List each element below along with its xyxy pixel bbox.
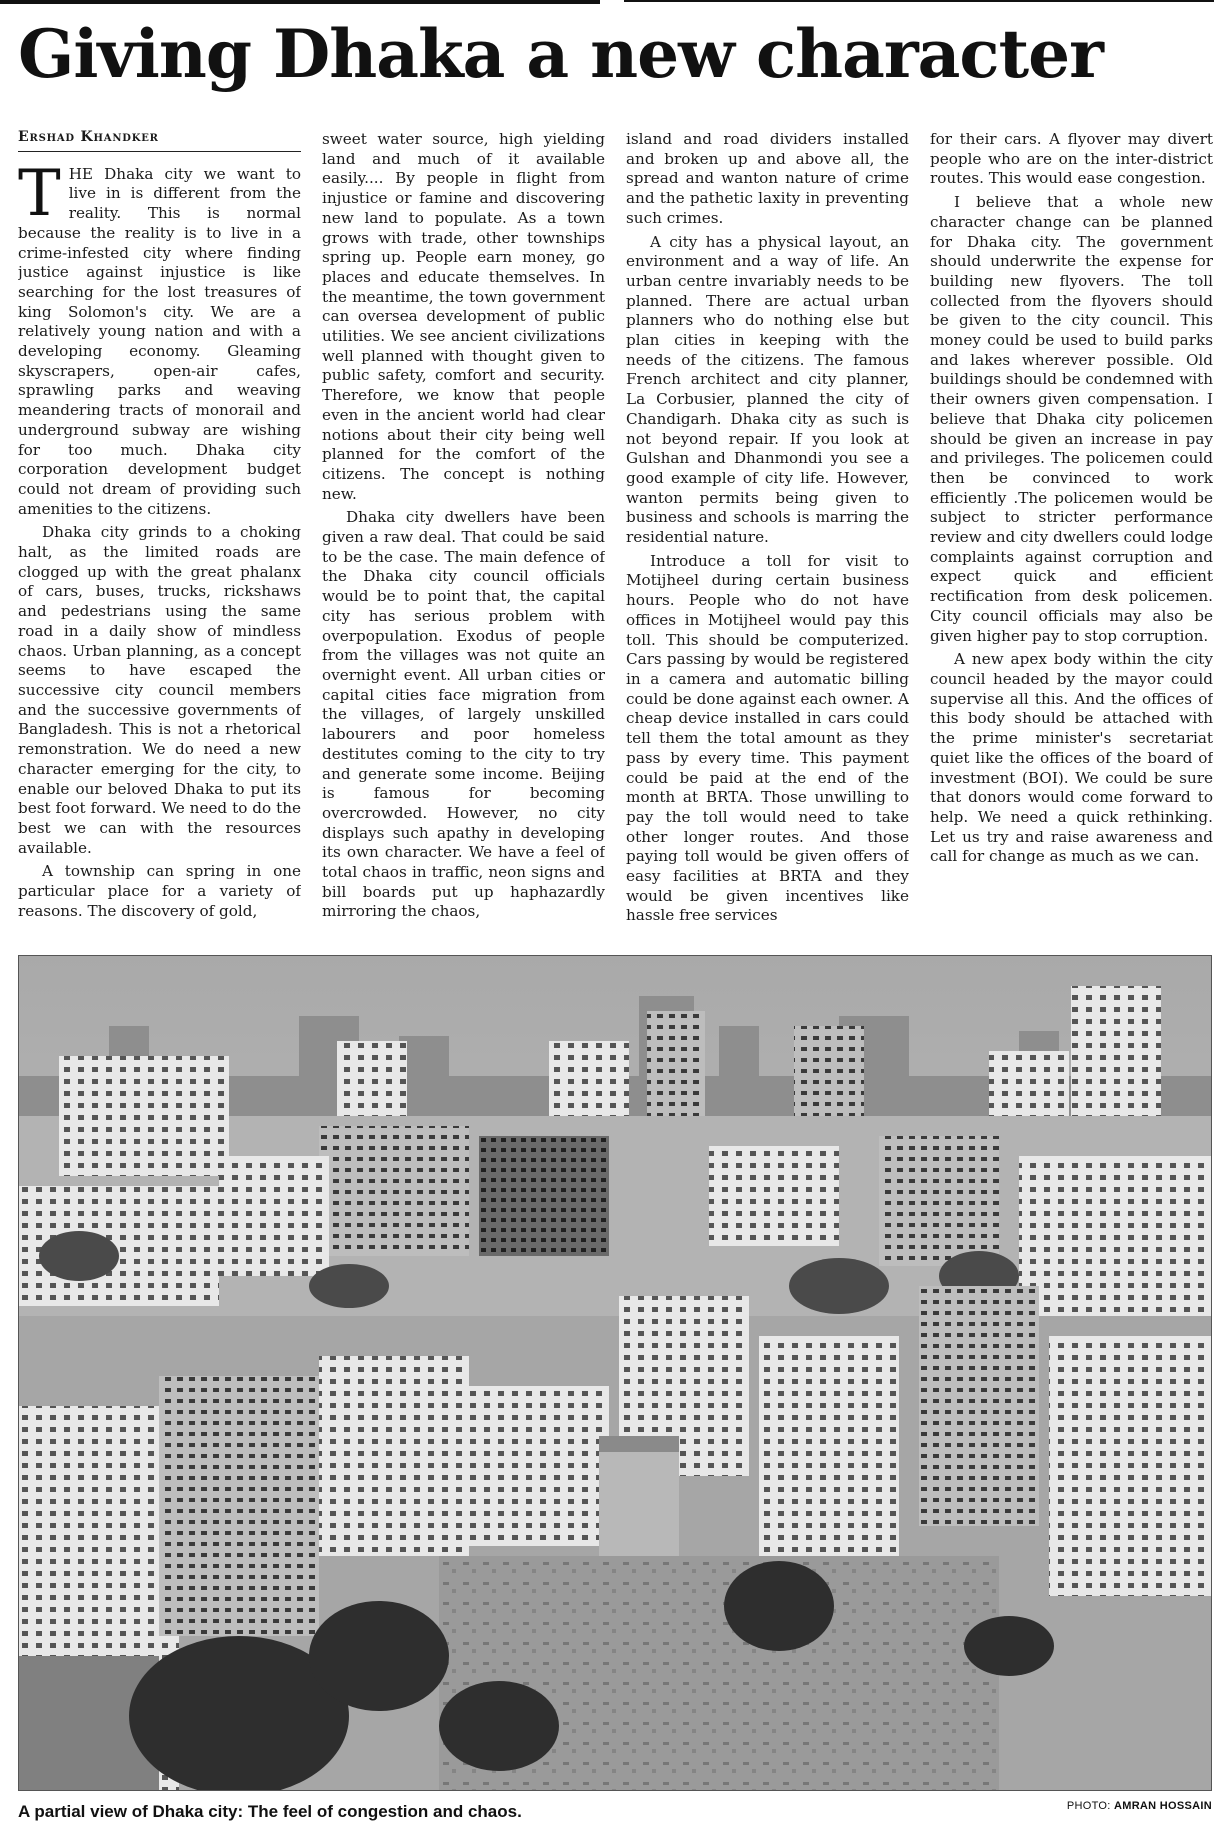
drop-cap: T xyxy=(18,156,61,231)
paragraph: A new apex body within the city council headed by the mayor could supervise all this. And the offices of this body should be attached with the prime minister's secretariat quiet like the offices of the board of investment (BOI). We could be sure that donors would come forward to help. We need a quick rethinking. Let us try and raise awareness and call for change as much as we can. xyxy=(930,650,1213,866)
paragraph: Dhaka city grinds to a choking halt, as the limited roads are clogged up with the great phalanx of cars, buses, trucks, rickshaws and pedestrians using the same road in a daily show of mindless chaos. Urban planning, as a concept seems to have escaped the successive city council members and the successive governments of Bangladesh. This is not a rhetorical remonstration. We do need a new character emerging for the city, to enable our beloved Dhaka to put its best foot forward. We need to do the best we can with the resources available. xyxy=(18,523,301,857)
photo-credit-label: PHOTO: xyxy=(1066,1800,1111,1812)
article-column-4 xyxy=(930,130,1213,942)
article-column-3 xyxy=(626,130,909,942)
city-skyline-illustration xyxy=(19,956,1212,1791)
city-photo xyxy=(18,955,1212,1791)
paragraph: Introduce a toll for visit to Motijheel during certain business hours. People who do not have offices in Motijheel would pay this toll. This should be computerized. Cars passing by would be registered in a camera and automatic billing could be done against each owner. A cheap device installed in cars could tell them the total amount as they pass by every time. This payment could be paid at the end of the month at BRTA. Those unwilling to pay the toll would need to take other longer routes. And those paying toll would be given offers of easy facilities at BRTA and they would be given incentives like hassle free services xyxy=(626,551,909,925)
photo-caption: A partial view of Dhaka city: The feel of congestion and chaos. xyxy=(18,1802,522,1821)
top-rule-left xyxy=(0,0,600,4)
paragraph: I believe that a whole new character change can be planned for Dhaka city. The government should underwrite the expense for building new flyovers. The toll collected from the flyovers should be given to the city council. This money could be used to build parks and lakes wherever possible. Old buildings should be condemned with their owners given compensation. I believe that Dhaka city policemen should be given an increase in pay and privileges. The policemen could then be convinced to work efficiently .The policemen would be subject to stricter performance review and city dwellers could lodge complaints against corruption and expect quick and efficient rectification from desk policemen. City council officials may also be given higher pay to stop corruption. xyxy=(930,193,1213,645)
article-column-1 xyxy=(18,128,301,940)
paragraph: island and road dividers installed and broken up and above all, the spread and wanton nature of crime and the pathetic laxity in preventing such crimes. xyxy=(626,130,909,227)
paragraph: for their cars. A flyover may divert people who are on the inter-district routes. This would ease congestion. xyxy=(930,130,1213,188)
article-column-2 xyxy=(322,130,605,942)
byline: Ershad Khandker xyxy=(18,128,301,152)
headline: Giving Dhaka a new character xyxy=(18,15,1103,93)
top-rule-right xyxy=(624,0,1214,2)
paragraph: A city has a physical layout, an environment and a way of life. An urban centre invariably needs to be planned. There are actual urban planners who do nothing else but plan cities in keeping with the needs of the citizens. The famous French architect and city planner, La Corbusier, planned the city of Chandigarh. Dhaka city as such is not beyond repair. If you look at Gulshan and Dhanmondi you see a good example of city life. However, wanton permits being given to business and schools is marring the residential nature. xyxy=(626,232,909,547)
photo-credit-name: AMRAN HOSSAIN xyxy=(1113,1800,1212,1812)
paragraph: A township can spring in one particular place for a variety of reasons. The discovery of gold, xyxy=(18,862,301,920)
paragraph: Dhaka city dwellers have been given a raw deal. That could be said to be the case. The main defence of the Dhaka city council officials would be to point that, the capital city has serious problem with overpopulation. Exodus of people from the villages was not quite an overnight event. All urban cities or capital cities face migration from the villages, of largely unskilled labourers and poor homeless destitutes coming to the city to try and generate some income. Beijing is famous for becoming overcrowded. However, no city displays such apathy in developing its own character. We have a feel of total chaos in traffic, neon signs and bill boards put up haphazardly mirroring the chaos, xyxy=(322,508,605,921)
paragraph: sweet water source, high yielding land and much of it available easily.... By people in flight from injustice or famine and discovering new land to populate. As a town grows with trade, other townships spring up. People earn money, go places and educate themselves. In the meantime, the town government can oversea development of public utilities. We see ancient civilizations well planned with thought given to public safety, comfort and security. Therefore, we know that people even in the ancient world had clear notions about their city being well planned for the comfort of the citizens. The concept is nothing new. xyxy=(322,130,605,503)
paragraph xyxy=(18,156,301,520)
photo-credit xyxy=(1067,1800,1212,1812)
paragraph-text: HE Dhaka city we want to live in is different from the reality. This is normal because the reality is to live in a crime-infested city where finding justice against injustice is like searching for the lost treasures of king Solomon's city. We are a relatively young nation and with a developing economy. Gleaming skyscrapers, open-air cafes, sprawling parks and weaving meandering tracts of monorail and underground subway are wishing for too much. Dhaka city corporation development budget could not dream of providing such amenities to the citizens. xyxy=(18,164,301,518)
